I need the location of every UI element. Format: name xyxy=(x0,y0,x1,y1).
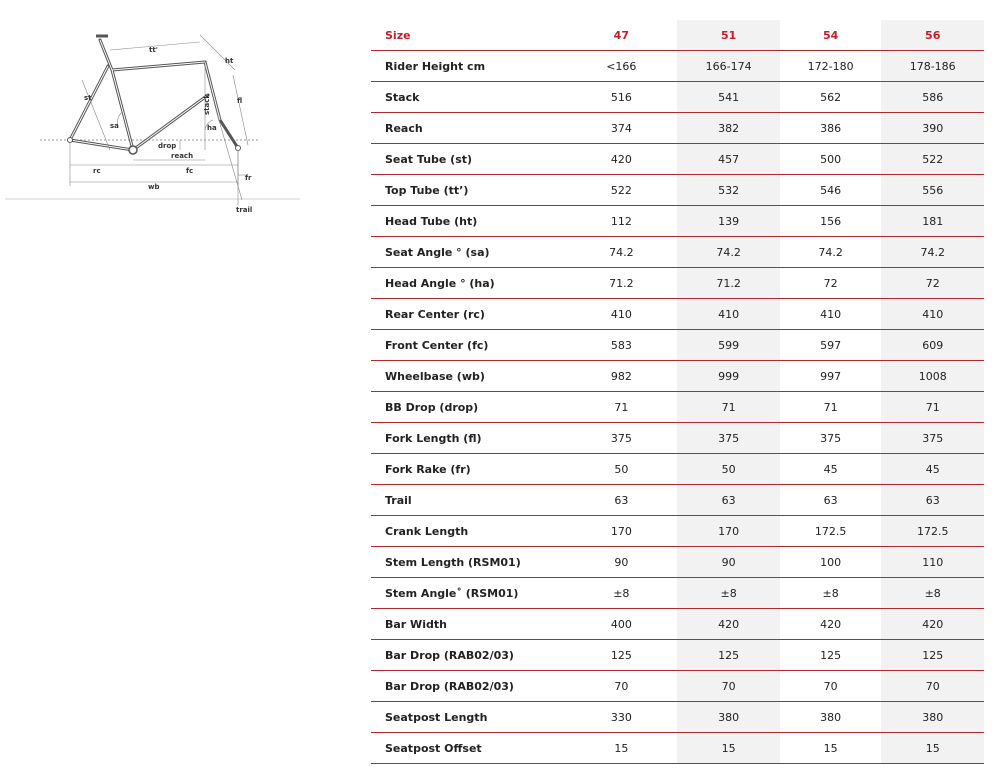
row-value-cell: 70 xyxy=(780,671,882,702)
row-label: Seat Angle ° (sa) xyxy=(371,237,565,268)
row-label: Seatpost Length xyxy=(371,702,565,733)
row-value-cell: 375 xyxy=(881,423,984,454)
row-value-cell: 546 xyxy=(780,175,882,206)
frame-geometry-diagram xyxy=(0,0,310,230)
row-value-cell: 15 xyxy=(881,733,984,764)
wb-label: wb xyxy=(148,183,160,191)
row-value-cell: 172.5 xyxy=(780,516,882,547)
row-value-cell: 181 xyxy=(881,206,984,237)
drop-label: drop xyxy=(158,142,177,150)
row-value-cell: 63 xyxy=(780,485,882,516)
row-value-cell: 70 xyxy=(881,671,984,702)
table-row xyxy=(371,392,984,423)
row-value-cell: 380 xyxy=(677,702,779,733)
table-row xyxy=(371,268,984,299)
frame-geometry-drawing xyxy=(0,0,310,230)
row-value-cell: 420 xyxy=(677,609,779,640)
row-label: Fork Length (fl) xyxy=(371,423,565,454)
table-row xyxy=(371,733,984,764)
row-value-cell: 90 xyxy=(677,547,779,578)
row-value-cell: 125 xyxy=(565,640,677,671)
row-value-cell: 71.2 xyxy=(677,268,779,299)
row-value-cell: 50 xyxy=(677,454,779,485)
row-value-cell: 71.2 xyxy=(565,268,677,299)
row-label: Bar Width xyxy=(371,609,565,640)
trail-label: trail xyxy=(236,206,253,214)
row-value-cell: 71 xyxy=(677,392,779,423)
row-value-cell: 74.2 xyxy=(780,237,882,268)
size-56-header: 56 xyxy=(881,20,984,51)
table-row xyxy=(371,454,984,485)
row-value-cell: 997 xyxy=(780,361,882,392)
sa-label: sa xyxy=(110,122,119,130)
fr-label: fr xyxy=(245,174,252,182)
row-label: Rider Height cm xyxy=(371,51,565,82)
geometry-table xyxy=(371,20,984,764)
row-value-cell: ±8 xyxy=(780,578,882,609)
row-label: Rear Center (rc) xyxy=(371,299,565,330)
row-value-cell: 410 xyxy=(780,299,882,330)
row-label: Head Angle ° (ha) xyxy=(371,268,565,299)
row-value-cell: 382 xyxy=(677,113,779,144)
table-row xyxy=(371,516,984,547)
row-value-cell: 420 xyxy=(780,609,882,640)
row-value-cell: 410 xyxy=(565,299,677,330)
row-value-cell: 380 xyxy=(780,702,882,733)
row-label: Crank Length xyxy=(371,516,565,547)
size-header-label: Size xyxy=(371,20,565,51)
row-value-cell: 112 xyxy=(565,206,677,237)
table-row xyxy=(371,237,984,268)
row-value-cell: 156 xyxy=(780,206,882,237)
stack-label: stack xyxy=(203,93,211,115)
row-value-cell: 410 xyxy=(881,299,984,330)
row-label: Bar Drop (RAB02/03) xyxy=(371,671,565,702)
row-value-cell: 15 xyxy=(780,733,882,764)
row-value-cell: 420 xyxy=(881,609,984,640)
table-row xyxy=(371,485,984,516)
row-label: Seatpost Offset xyxy=(371,733,565,764)
row-value-cell: 400 xyxy=(565,609,677,640)
row-value-cell: 556 xyxy=(881,175,984,206)
row-value-cell: 72 xyxy=(780,268,882,299)
row-value-cell: 178-186 xyxy=(881,51,984,82)
table-row xyxy=(371,299,984,330)
row-value-cell: 170 xyxy=(677,516,779,547)
row-value-cell: 125 xyxy=(677,640,779,671)
fl-label: fl xyxy=(237,97,243,105)
row-value-cell: 380 xyxy=(881,702,984,733)
table-row xyxy=(371,82,984,113)
row-value-cell: ±8 xyxy=(565,578,677,609)
ht-label: ht xyxy=(225,57,234,65)
row-value-cell: 71 xyxy=(565,392,677,423)
row-value-cell: ±8 xyxy=(881,578,984,609)
row-value-cell: 586 xyxy=(881,82,984,113)
row-label: Head Tube (ht) xyxy=(371,206,565,237)
row-value-cell: 166-174 xyxy=(677,51,779,82)
table-row xyxy=(371,702,984,733)
row-value-cell: 375 xyxy=(677,423,779,454)
row-value-cell: 386 xyxy=(780,113,882,144)
row-value-cell: 71 xyxy=(881,392,984,423)
row-label: Reach xyxy=(371,113,565,144)
row-value-cell: 410 xyxy=(677,299,779,330)
row-value-cell: 71 xyxy=(780,392,882,423)
reach-label: reach xyxy=(171,152,194,160)
row-value-cell: 74.2 xyxy=(881,237,984,268)
size-54-header: 54 xyxy=(780,20,882,51)
table-row xyxy=(371,144,984,175)
table-row xyxy=(371,578,984,609)
row-value-cell: 125 xyxy=(780,640,882,671)
row-value-cell: 522 xyxy=(881,144,984,175)
row-value-cell: 90 xyxy=(565,547,677,578)
row-value-cell: 374 xyxy=(565,113,677,144)
row-label: BB Drop (drop) xyxy=(371,392,565,423)
row-value-cell: 63 xyxy=(565,485,677,516)
row-value-cell: 562 xyxy=(780,82,882,113)
row-label: Bar Drop (RAB02/03) xyxy=(371,640,565,671)
table-row xyxy=(371,51,984,82)
row-value-cell: 522 xyxy=(565,175,677,206)
row-value-cell: 583 xyxy=(565,330,677,361)
row-value-cell: 15 xyxy=(565,733,677,764)
row-value-cell: 70 xyxy=(677,671,779,702)
row-value-cell: 597 xyxy=(780,330,882,361)
table-row xyxy=(371,361,984,392)
row-label: Seat Tube (st) xyxy=(371,144,565,175)
table-row xyxy=(371,206,984,237)
table-row xyxy=(371,175,984,206)
rc-label: rc xyxy=(93,167,101,175)
size-51-header: 51 xyxy=(677,20,779,51)
row-value-cell: ±8 xyxy=(677,578,779,609)
st-label: st xyxy=(84,94,92,102)
row-value-cell: 609 xyxy=(881,330,984,361)
row-label: Stem Length (RSM01) xyxy=(371,547,565,578)
table-row xyxy=(371,330,984,361)
fc-label: fc xyxy=(186,167,194,175)
row-value-cell: 375 xyxy=(565,423,677,454)
row-value-cell: 532 xyxy=(677,175,779,206)
table-row xyxy=(371,609,984,640)
table-row xyxy=(371,113,984,144)
table-row xyxy=(371,423,984,454)
ha-label: ha xyxy=(207,124,217,132)
row-value-cell: 110 xyxy=(881,547,984,578)
size-header-row xyxy=(371,20,984,51)
row-value-cell: 330 xyxy=(565,702,677,733)
row-label: Trail xyxy=(371,485,565,516)
row-value-cell: 172-180 xyxy=(780,51,882,82)
row-value-cell: 516 xyxy=(565,82,677,113)
row-value-cell: 541 xyxy=(677,82,779,113)
row-value-cell: 390 xyxy=(881,113,984,144)
table-row xyxy=(371,671,984,702)
row-value-cell: 100 xyxy=(780,547,882,578)
table-row xyxy=(371,640,984,671)
row-label: Stem Angle˚ (RSM01) xyxy=(371,578,565,609)
row-label: Stack xyxy=(371,82,565,113)
row-value-cell: 45 xyxy=(780,454,882,485)
row-label: Fork Rake (fr) xyxy=(371,454,565,485)
row-value-cell: 125 xyxy=(881,640,984,671)
row-value-cell: 500 xyxy=(780,144,882,175)
geometry-table-body xyxy=(371,20,984,764)
row-label: Top Tube (tt’) xyxy=(371,175,565,206)
row-value-cell: 375 xyxy=(780,423,882,454)
row-label: Front Center (fc) xyxy=(371,330,565,361)
row-value-cell: 599 xyxy=(677,330,779,361)
row-value-cell: 72 xyxy=(881,268,984,299)
row-value-cell: 170 xyxy=(565,516,677,547)
row-value-cell: 982 xyxy=(565,361,677,392)
row-value-cell: 63 xyxy=(677,485,779,516)
table-row xyxy=(371,547,984,578)
row-value-cell: 457 xyxy=(677,144,779,175)
size-47-header: 47 xyxy=(565,20,677,51)
row-label: Wheelbase (wb) xyxy=(371,361,565,392)
row-value-cell: 15 xyxy=(677,733,779,764)
row-value-cell: 50 xyxy=(565,454,677,485)
row-value-cell: 999 xyxy=(677,361,779,392)
row-value-cell: 70 xyxy=(565,671,677,702)
row-value-cell: 1008 xyxy=(881,361,984,392)
row-value-cell: 74.2 xyxy=(677,237,779,268)
row-value-cell: 172.5 xyxy=(881,516,984,547)
row-value-cell: 420 xyxy=(565,144,677,175)
tt-label: tt' xyxy=(149,46,158,54)
row-value-cell: 139 xyxy=(677,206,779,237)
row-value-cell: <166 xyxy=(565,51,677,82)
row-value-cell: 45 xyxy=(881,454,984,485)
row-value-cell: 63 xyxy=(881,485,984,516)
row-value-cell: 74.2 xyxy=(565,237,677,268)
